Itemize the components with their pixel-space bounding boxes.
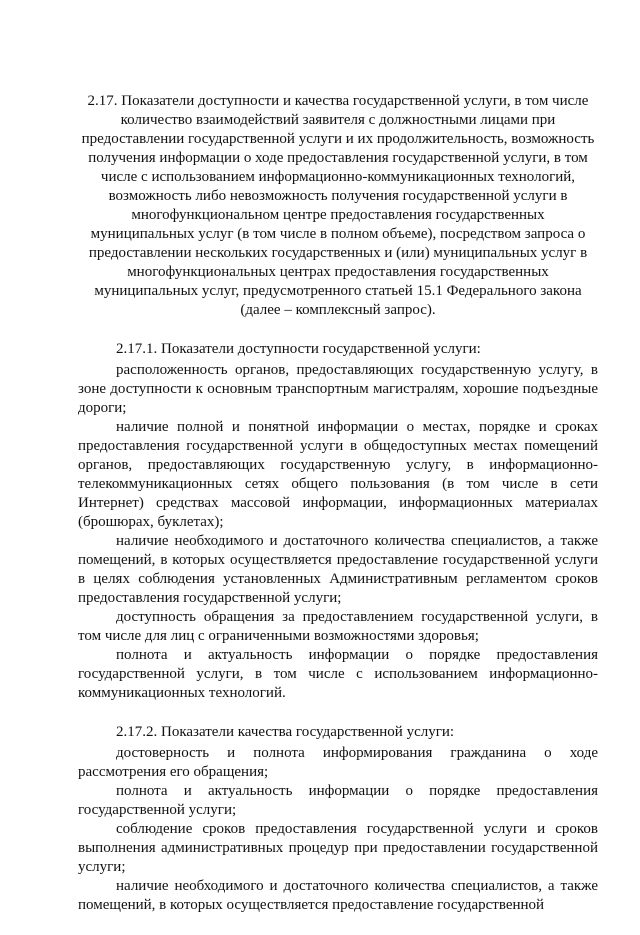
heading-line: муниципальных услуг, предусмотренного статьей 15.1 Федерального закона [94,283,582,299]
paragraph: достоверность и полнота информирования гражданина о ходе рассмотрения его обращения; [78,745,598,780]
subsection-title: 2.17.2. Показатели качества государственной услуги: [116,724,455,740]
section-2-17-1 [78,340,598,703]
heading-line: 2.17. Показатели доступности и качества государственной услуги, в том числе [87,93,589,109]
heading-line: возможность либо невозможность получения государственной услуги в [108,188,568,204]
paragraph: расположенность органов, предоставляющих государственную услугу, в зоне доступности к основным транспортным магистралям, хорошие подъездные дороги; [78,362,598,416]
paragraph: наличие необходимого и достаточного количества специалистов, а также помещений, в которых осуществляется предоставление государственной услуги в целях соблюдения установленных Административным регламентом сроков предоставления государственной услуги; [78,533,598,606]
heading-line: числе с использованием информационно-коммуникационных технологий, [100,169,576,185]
paragraph: наличие необходимого и достаточного количества специалистов, а также помещений, в которых осуществляется предоставление государственной [78,878,598,913]
heading-line: получения информации о ходе предоставления государственной услуги, в том [88,150,588,166]
paragraph: полнота и актуальность информации о порядке предоставления государственной услуги, в том числе с использованием информационно-коммуникационных технологий. [78,647,598,701]
section-heading-2-17 [78,92,598,320]
subsection-title: 2.17.1. Показатели доступности государственной услуги: [116,341,481,357]
paragraph: доступность обращения за предоставлением государственной услуги, в том числе для лиц с ограниченными возможностями здоровья; [78,609,598,644]
document-page [78,92,598,935]
heading-line: количество взаимодействий заявителя с должностными лицами при [120,112,556,128]
paragraph: соблюдение сроков предоставления государственной услуги и сроков выполнения административных процедур при предоставлении государственной услуги; [78,821,598,875]
heading-line: предоставлении нескольких государственных и (или) муниципальных услуг в [88,245,588,261]
paragraph: полнота и актуальность информации о порядке предоставления государственной услуги; [78,783,598,818]
heading-line: муниципальных услуг (в том числе в полном объеме), посредством запроса о [90,226,586,242]
paragraph: наличие полной и понятной информации о местах, порядке и сроках предоставления государственной услуги в общедоступных местах помещений органов, предоставляющих государственную услугу, в информационно-телекоммуникационных сетях общего пользования (в том числе в сети Интернет) средствах массовой информации, информационных материалах (брошюрах, буклетах); [78,419,598,530]
heading-line: многофункциональном центре предоставления государственных [131,207,545,223]
section-2-17-2 [78,723,598,915]
heading-line: (далее – комплексный запрос). [240,302,436,318]
heading-line: многофункциональных центрах предоставления государственных [127,264,549,280]
heading-line: предоставлении государственной услуги и их продолжительность, возможность [81,131,595,147]
